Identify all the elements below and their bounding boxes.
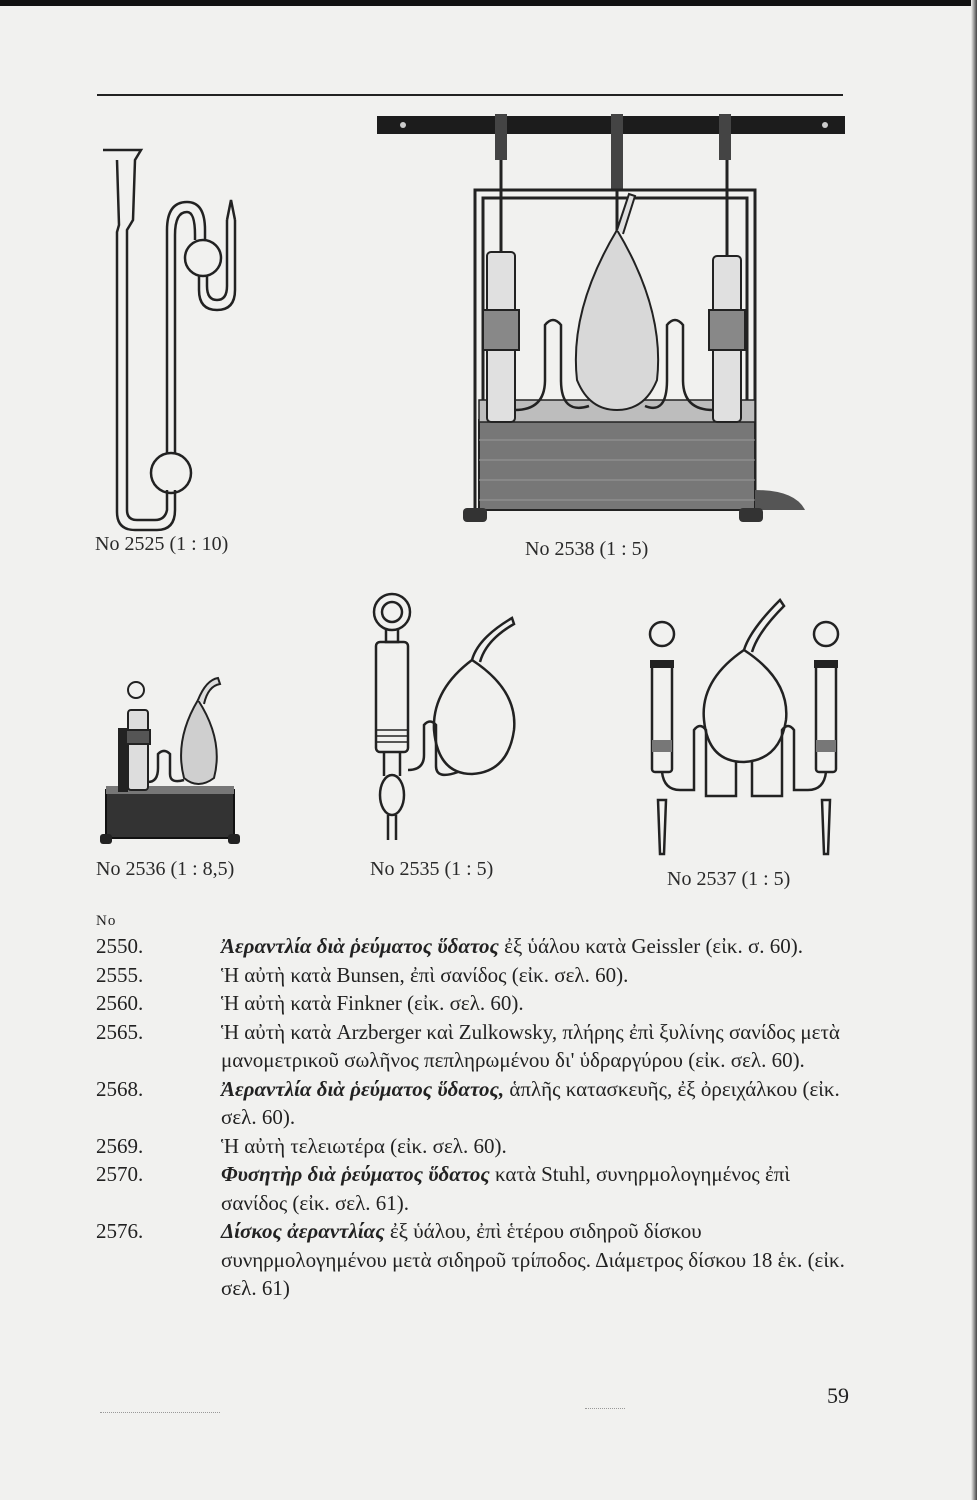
list-item bbox=[96, 1160, 856, 1217]
figure-2538-double-pump bbox=[375, 110, 845, 540]
list-item bbox=[96, 1075, 856, 1132]
entry-number: 2568. bbox=[96, 1076, 144, 1101]
print-smudge bbox=[100, 1412, 220, 1415]
list-header: No bbox=[96, 913, 117, 929]
entry-number: 2555. bbox=[96, 962, 144, 987]
print-smudge bbox=[585, 1408, 625, 1411]
entry-text: Ἡ αὐτὴ κατὰ Bunsen, ἐπὶ σανίδος (εἰκ. σελ. 60). bbox=[221, 962, 629, 987]
caption-2538: No 2538 (1 : 5) bbox=[525, 538, 649, 560]
caption-2537: No 2537 (1 : 5) bbox=[667, 868, 791, 890]
figure-2535-glass-pump bbox=[362, 590, 522, 850]
entry-number: 2569. bbox=[96, 1133, 144, 1158]
list-item bbox=[96, 1217, 856, 1303]
page-spine-shadow bbox=[971, 0, 977, 1500]
entry-text: κατὰ Stuhl, συνηρμολογημένος ἐπὶ σανίδος (εἰκ. σελ. 61). bbox=[221, 1162, 791, 1215]
caption-2525: No 2525 (1 : 10) bbox=[95, 533, 229, 555]
list-item bbox=[96, 1018, 856, 1075]
page-number: 59 bbox=[827, 1383, 849, 1408]
list-item bbox=[96, 932, 856, 961]
entry-title: Ἀεραντλία διὰ ῥεύματος ὕδατος, bbox=[221, 1076, 505, 1101]
list-item bbox=[96, 961, 856, 990]
entry-text: Ἡ αὐτὴ τελειωτέρα (εἰκ. σελ. 60). bbox=[221, 1133, 507, 1158]
entry-title: Φυσητὴρ διὰ ῥεύματος ὕδατος bbox=[221, 1162, 490, 1186]
caption-2535: No 2535 (1 : 5) bbox=[370, 858, 494, 880]
catalogue-list bbox=[96, 910, 856, 1303]
entry-text: Ἡ αὐτὴ κατὰ Finkner (εἰκ. σελ. 60). bbox=[221, 991, 524, 1015]
entry-number: 2565. bbox=[96, 1019, 144, 1044]
figure-2525-aspirator bbox=[95, 140, 255, 530]
figure-2537-double-glass-pump bbox=[640, 590, 850, 860]
caption-2536: No 2536 (1 : 8,5) bbox=[96, 858, 235, 880]
entry-text: ἐξ ὑάλου κατὰ Geissler (εἰκ. σ. 60). bbox=[498, 934, 804, 958]
entry-title: Δίσκος ἀεραντλίας bbox=[221, 1219, 385, 1243]
entry-text: ἐξ ὑάλου, ἐπὶ ἑτέρου σιδηροῦ δίσκου συνηρμολογημένου μετὰ σιδηροῦ τρίποδος. Διάμετρος δίσκου 18 ἑκ. (εἰκ. σελ. 61) bbox=[221, 1219, 845, 1300]
entry-title: Ἀεραντλία διὰ ῥεύματος ὕδατος bbox=[221, 934, 499, 958]
list-item bbox=[96, 1132, 856, 1161]
entry-number: 2576. bbox=[96, 1219, 144, 1243]
entry-text: ἁπλῆς κατασκευῆς, ἐξ ὀρειχάλκου (εἰκ. σελ. 60). bbox=[221, 1076, 840, 1129]
page-top-edge bbox=[0, 0, 977, 6]
entry-number: 2550. bbox=[96, 934, 144, 958]
entry-number: 2560. bbox=[96, 991, 144, 1015]
entry-text: Ἡ αὐτὴ κατὰ Arzberger καὶ Zulkowsky, πλήρης ἐπὶ ξυλίνης σανίδος μετὰ μανομετρικοῦ σωλῆνος πεπληρωμένου δι' ὑδραργύρου (εἰκ. σελ. 60). bbox=[221, 1019, 840, 1072]
list-item bbox=[96, 989, 856, 1018]
entry-number: 2570. bbox=[96, 1162, 144, 1186]
header-rule bbox=[97, 94, 843, 96]
figure-2536-pump-on-board bbox=[98, 670, 246, 850]
